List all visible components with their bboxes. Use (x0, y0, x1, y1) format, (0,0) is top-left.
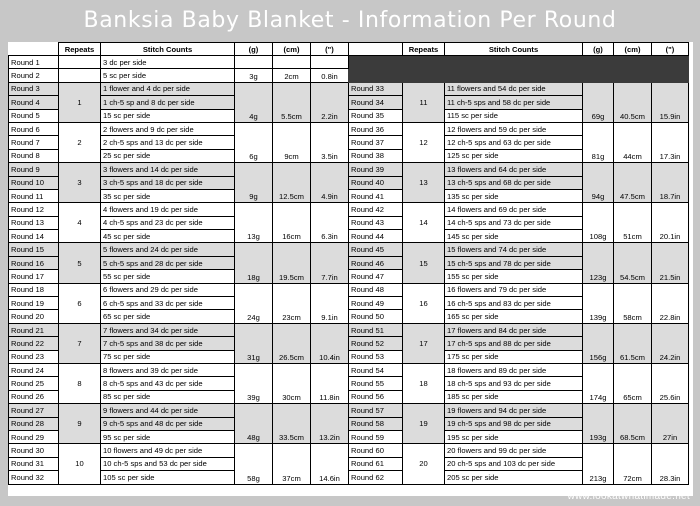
repeat-number: 11 (403, 82, 445, 122)
stitch-count: 185 sc per side (445, 390, 583, 403)
cm-value: 47.5cm (614, 163, 652, 203)
round-label: Round 40 (349, 176, 403, 189)
header-inches-right: (") (652, 43, 689, 56)
stitch-count: 35 sc per side (101, 189, 235, 202)
stitch-count: 9 flowers and 44 dc per side (101, 404, 235, 417)
stitch-count: 165 sc per side (445, 310, 583, 323)
stitch-count: 65 sc per side (101, 310, 235, 323)
stitch-count: 15 sc per side (101, 109, 235, 122)
header-cm-left: (cm) (273, 43, 311, 56)
table-row (9, 163, 689, 176)
inches-value: 15.9in (652, 82, 689, 122)
round-label: Round 55 (349, 377, 403, 390)
stitch-count: 16 ch-5 sps and 83 dc per side (445, 297, 583, 310)
inches-value: 6.3in (311, 203, 349, 243)
stitch-count: 8 flowers and 39 dc per side (101, 363, 235, 376)
inches-value: 10.4in (311, 323, 349, 363)
round-label: Round 27 (9, 404, 59, 417)
header-grams-left: (g) (235, 43, 273, 56)
inches-value: 25.6in (652, 363, 689, 403)
grams-value: 69g (583, 82, 614, 122)
repeat-number: 6 (59, 283, 101, 323)
table-row (9, 323, 689, 336)
header-repeats-right: Repeats (403, 43, 445, 56)
table-row (9, 283, 689, 296)
dark-filler (349, 56, 689, 83)
stitch-count: 4 flowers and 19 dc per side (101, 203, 235, 216)
round-label: Round 46 (349, 256, 403, 269)
inches-value (311, 56, 349, 69)
stitch-count: 155 sc per side (445, 270, 583, 283)
stitch-count: 13 flowers and 64 dc per side (445, 163, 583, 176)
stitch-count: 95 sc per side (101, 430, 235, 443)
round-label: Round 45 (349, 243, 403, 256)
cm-value: 16cm (273, 203, 311, 243)
round-label: Round 32 (9, 471, 59, 484)
round-label: Round 2 (9, 69, 59, 82)
stitch-count: 4 ch-5 sps and 23 dc per side (101, 216, 235, 229)
cm-value: 19.5cm (273, 243, 311, 283)
inches-value: 18.7in (652, 163, 689, 203)
round-label: Round 19 (9, 297, 59, 310)
stitch-count: 6 flowers and 29 dc per side (101, 283, 235, 296)
inches-value: 17.3in (652, 122, 689, 162)
stitch-count: 3 flowers and 14 dc per side (101, 163, 235, 176)
stitch-count: 115 sc per side (445, 109, 583, 122)
grams-value: 108g (583, 203, 614, 243)
stitch-count: 10 ch-5 sps and 53 dc per side (101, 457, 235, 470)
round-info-table (8, 42, 689, 485)
round-label: Round 43 (349, 216, 403, 229)
stitch-count: 18 ch-5 sps and 93 dc per side (445, 377, 583, 390)
round-label: Round 57 (349, 404, 403, 417)
repeat-number: 1 (59, 82, 101, 122)
stitch-count: 17 flowers and 84 dc per side (445, 323, 583, 336)
grams-value: 3g (235, 69, 273, 82)
stitch-count: 205 sc per side (445, 471, 583, 484)
round-label: Round 7 (9, 136, 59, 149)
cm-value: 61.5cm (614, 323, 652, 363)
round-label: Round 20 (9, 310, 59, 323)
inches-value: 9.1in (311, 283, 349, 323)
stitch-count: 11 ch-5 sps and 58 dc per side (445, 96, 583, 109)
round-label: Round 11 (9, 189, 59, 202)
inches-value: 11.8in (311, 363, 349, 403)
grams-value: 174g (583, 363, 614, 403)
stitch-count: 14 flowers and 69 dc per side (445, 203, 583, 216)
table-row (9, 203, 689, 216)
grams-value: 193g (583, 404, 614, 444)
stitch-count: 3 ch-5 sps and 18 dc per side (101, 176, 235, 189)
page-title: Banksia Baby Blanket - Information Per Round (83, 8, 617, 33)
repeat-number: 13 (403, 163, 445, 203)
table-row (9, 122, 689, 135)
cm-value (273, 56, 311, 69)
stitch-count: 20 flowers and 99 dc per side (445, 444, 583, 457)
repeat-number: 9 (59, 404, 101, 444)
round-label: Round 50 (349, 310, 403, 323)
repeat-number: 5 (59, 243, 101, 283)
grams-value: 213g (583, 444, 614, 484)
grams-value: 81g (583, 122, 614, 162)
stitch-count: 8 ch-5 sps and 43 dc per side (101, 377, 235, 390)
stitch-count: 11 flowers and 54 dc per side (445, 82, 583, 95)
grams-value: 4g (235, 82, 273, 122)
round-label: Round 61 (349, 457, 403, 470)
table-row (9, 243, 689, 256)
round-label: Round 9 (9, 163, 59, 176)
round-label: Round 35 (349, 109, 403, 122)
round-label: Round 15 (9, 243, 59, 256)
repeat-cell (59, 56, 101, 69)
round-label: Round 62 (349, 471, 403, 484)
inches-value: 2.2in (311, 82, 349, 122)
cm-value: 5.5cm (273, 82, 311, 122)
round-label: Round 38 (349, 149, 403, 162)
grams-value: 48g (235, 404, 273, 444)
round-label: Round 51 (349, 323, 403, 336)
stitch-count: 20 ch-5 sps and 103 dc per side (445, 457, 583, 470)
stitch-count: 10 flowers and 49 dc per side (101, 444, 235, 457)
round-label: Round 28 (9, 417, 59, 430)
round-label: Round 14 (9, 230, 59, 243)
stitch-count: 5 flowers and 24 dc per side (101, 243, 235, 256)
stitch-count: 5 sc per side (101, 69, 235, 82)
inches-value: 22.8in (652, 283, 689, 323)
cm-value: 68.5cm (614, 404, 652, 444)
stitch-count: 25 sc per side (101, 149, 235, 162)
cm-value: 58cm (614, 283, 652, 323)
round-label: Round 10 (9, 176, 59, 189)
stitch-count: 9 ch-5 sps and 48 dc per side (101, 417, 235, 430)
stitch-count: 18 flowers and 89 dc per side (445, 363, 583, 376)
header-blank-right (349, 43, 403, 56)
round-label: Round 44 (349, 230, 403, 243)
round-label: Round 18 (9, 283, 59, 296)
grams-value: 139g (583, 283, 614, 323)
round-label: Round 54 (349, 363, 403, 376)
round-label: Round 6 (9, 122, 59, 135)
cm-value: 23cm (273, 283, 311, 323)
cm-value: 65cm (614, 363, 652, 403)
cm-value: 30cm (273, 363, 311, 403)
stitch-count: 55 sc per side (101, 270, 235, 283)
inches-value: 20.1in (652, 203, 689, 243)
inches-value: 27in (652, 404, 689, 444)
round-label: Round 23 (9, 350, 59, 363)
header-cm-right: (cm) (614, 43, 652, 56)
stitch-count: 2 ch-5 sps and 13 dc per side (101, 136, 235, 149)
stitch-count: 15 flowers and 74 dc per side (445, 243, 583, 256)
round-label: Round 24 (9, 363, 59, 376)
inches-value: 13.2in (311, 404, 349, 444)
table-row (9, 363, 689, 376)
stitch-count: 12 ch-5 sps and 63 dc per side (445, 136, 583, 149)
repeat-number: 15 (403, 243, 445, 283)
repeat-cell (59, 69, 101, 82)
grams-value: 24g (235, 283, 273, 323)
stitch-count: 19 flowers and 94 dc per side (445, 404, 583, 417)
cm-value: 72cm (614, 444, 652, 484)
repeat-number: 14 (403, 203, 445, 243)
stitch-count: 19 ch-5 sps and 98 dc per side (445, 417, 583, 430)
grams-value: 13g (235, 203, 273, 243)
cm-value: 37cm (273, 444, 311, 484)
stitch-count: 145 sc per side (445, 230, 583, 243)
round-label: Round 48 (349, 283, 403, 296)
round-label: Round 13 (9, 216, 59, 229)
round-label: Round 22 (9, 337, 59, 350)
round-label: Round 60 (349, 444, 403, 457)
round-label: Round 16 (9, 256, 59, 269)
stitch-count: 6 ch-5 sps and 33 dc per side (101, 297, 235, 310)
header-blank-left (9, 43, 59, 56)
inches-value: 21.5in (652, 243, 689, 283)
header-stitch-counts-left: Stitch Counts (101, 43, 235, 56)
header-grams-right: (g) (583, 43, 614, 56)
table-row (9, 404, 689, 417)
grams-value: 9g (235, 163, 273, 203)
round-label: Round 31 (9, 457, 59, 470)
round-label: Round 59 (349, 430, 403, 443)
stitch-count: 75 sc per side (101, 350, 235, 363)
repeat-number: 7 (59, 323, 101, 363)
stitch-count: 135 sc per side (445, 189, 583, 202)
cm-value: 40.5cm (614, 82, 652, 122)
round-label: Round 21 (9, 323, 59, 336)
table-row (9, 82, 689, 95)
stitch-count: 13 ch-5 sps and 68 dc per side (445, 176, 583, 189)
inches-value: 24.2in (652, 323, 689, 363)
header-row (9, 43, 689, 56)
header-inches-left: (") (311, 43, 349, 56)
round-label: Round 17 (9, 270, 59, 283)
round-label: Round 1 (9, 56, 59, 69)
stitch-count: 2 flowers and 9 dc per side (101, 122, 235, 135)
round-label: Round 41 (349, 189, 403, 202)
round-label: Round 34 (349, 96, 403, 109)
stitch-count: 16 flowers and 79 dc per side (445, 283, 583, 296)
cm-value: 44cm (614, 122, 652, 162)
repeat-number: 8 (59, 363, 101, 403)
grams-value: 31g (235, 323, 273, 363)
stitch-count: 125 sc per side (445, 149, 583, 162)
round-label: Round 12 (9, 203, 59, 216)
stitch-count: 175 sc per side (445, 350, 583, 363)
grams-value: 94g (583, 163, 614, 203)
repeat-number: 17 (403, 323, 445, 363)
grams-value: 39g (235, 363, 273, 403)
cm-value: 12.5cm (273, 163, 311, 203)
grams-value: 18g (235, 243, 273, 283)
round-label: Round 33 (349, 82, 403, 95)
inches-value: 4.9in (311, 163, 349, 203)
stitch-count: 7 flowers and 34 dc per side (101, 323, 235, 336)
inches-value: 7.7in (311, 243, 349, 283)
cm-value: 33.5cm (273, 404, 311, 444)
cm-value: 2cm (273, 69, 311, 82)
stitch-count: 12 flowers and 59 dc per side (445, 122, 583, 135)
round-label: Round 52 (349, 337, 403, 350)
round-label: Round 37 (349, 136, 403, 149)
cm-value: 26.5cm (273, 323, 311, 363)
grams-value: 6g (235, 122, 273, 162)
inches-value: 28.3in (652, 444, 689, 484)
table-row (9, 444, 689, 457)
repeat-number: 16 (403, 283, 445, 323)
stitch-count: 14 ch-5 sps and 73 dc per side (445, 216, 583, 229)
repeat-number: 4 (59, 203, 101, 243)
stitch-count: 45 sc per side (101, 230, 235, 243)
round-label: Round 3 (9, 82, 59, 95)
repeat-number: 19 (403, 404, 445, 444)
table-row (9, 56, 689, 69)
header-repeats-left: Repeats (59, 43, 101, 56)
round-label: Round 36 (349, 122, 403, 135)
round-label: Round 56 (349, 390, 403, 403)
stitch-count: 15 ch-5 sps and 78 dc per side (445, 256, 583, 269)
inches-value: 3.5in (311, 122, 349, 162)
stitch-count: 7 ch-5 sps and 38 dc per side (101, 337, 235, 350)
round-label: Round 8 (9, 149, 59, 162)
stitch-count: 195 sc per side (445, 430, 583, 443)
repeat-number: 2 (59, 122, 101, 162)
round-label: Round 29 (9, 430, 59, 443)
repeat-number: 10 (59, 444, 101, 484)
inches-value: 0.8in (311, 69, 349, 82)
round-label: Round 30 (9, 444, 59, 457)
repeat-number: 12 (403, 122, 445, 162)
grams-value: 123g (583, 243, 614, 283)
round-label: Round 5 (9, 109, 59, 122)
header-stitch-counts-right: Stitch Counts (445, 43, 583, 56)
grams-value: 156g (583, 323, 614, 363)
round-label: Round 25 (9, 377, 59, 390)
stitch-count: 3 dc per side (101, 56, 235, 69)
repeat-number: 3 (59, 163, 101, 203)
round-label: Round 49 (349, 297, 403, 310)
repeat-number: 18 (403, 363, 445, 403)
round-label: Round 4 (9, 96, 59, 109)
cm-value: 9cm (273, 122, 311, 162)
cm-value: 54.5cm (614, 243, 652, 283)
grams-value: 58g (235, 444, 273, 484)
stitch-count: 85 sc per side (101, 390, 235, 403)
stitch-count: 17 ch-5 sps and 88 dc per side (445, 337, 583, 350)
inches-value: 14.6in (311, 444, 349, 484)
round-label: Round 53 (349, 350, 403, 363)
round-label: Round 39 (349, 163, 403, 176)
round-label: Round 58 (349, 417, 403, 430)
round-label: Round 26 (9, 390, 59, 403)
cm-value: 51cm (614, 203, 652, 243)
repeat-number: 20 (403, 444, 445, 484)
stitch-count: 1 flower and 4 dc per side (101, 82, 235, 95)
round-label: Round 47 (349, 270, 403, 283)
watermark: www.lookatwhatimade.net (567, 491, 690, 502)
stitch-count: 105 sc per side (101, 471, 235, 484)
round-label: Round 42 (349, 203, 403, 216)
stitch-count: 5 ch-5 sps and 28 dc per side (101, 256, 235, 269)
grams-value (235, 56, 273, 69)
stitch-count: 1 ch-5 sp and 8 dc per side (101, 96, 235, 109)
